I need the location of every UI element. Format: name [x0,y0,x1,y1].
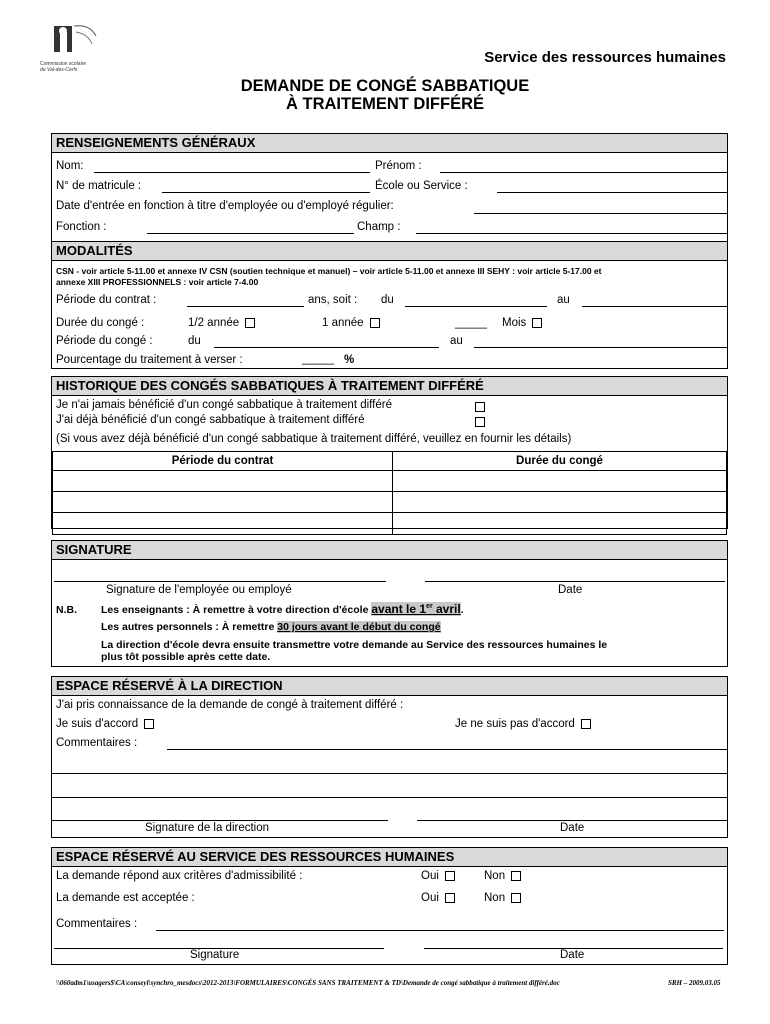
table-row [53,513,727,535]
enseignants-deadline [371,602,460,616]
modalites-heading: MODALITÉS [52,242,727,261]
logo [40,22,102,72]
service-name: Service des ressources humaines [484,49,726,66]
nom-label: Nom: [56,160,84,172]
historique-heading: HISTORIQUE DES CONGÉS SABBATIQUES À TRAITEMENT DIFFÉRÉ [52,377,727,396]
pris-label: J'ai pris connaissance de la demande de congé à traitement différé : [56,699,404,711]
direction-date-label: Date [560,822,585,834]
mois-label: Mois [502,317,527,329]
employee-signature-line[interactable] [54,581,386,582]
accord-checkbox[interactable] [144,719,154,729]
periode-contrat-au-field[interactable] [582,306,728,307]
periode-conge-au-label: au [450,335,463,347]
rh-commentaires-field[interactable] [156,930,724,931]
direction-signature-line[interactable] [52,820,388,821]
direction-section [51,676,728,838]
form-title-2: À TRAITEMENT DIFFÉRÉ [286,95,484,113]
autres-deadline: 30 jours avant le début du congé [277,621,441,633]
enseignants-deadline-1: avant le 1 [371,602,427,616]
table-row [53,492,727,513]
modalites-note-1: CSN - voir article 5-11.00 et annexe IV CSN (soutien technique et manuel) – voir article 5-11.00 et annexe III SEHY : voir article 5-17.00 et [56,266,602,276]
jamais-label: Je n'ai jamais bénéficié d'un congé sabbatique à traitement différé [56,399,392,411]
direction-commentaires-field[interactable] [167,749,728,750]
table-header-row [53,452,727,471]
pourcentage-label: Pourcentage du traitement à verser : [56,354,243,366]
periode-conge-au-field[interactable] [474,347,728,348]
enseignants-note [101,602,464,616]
deja-checkbox[interactable] [475,417,485,427]
criteres-oui-checkbox[interactable] [445,871,455,881]
date-entree-label: Date d'entrée en fonction à titre d'employée ou d'employé régulier: [56,200,394,212]
rh-heading: ESPACE RÉSERVÉ AU SERVICE DES RESSOURCES HUMAINES [52,848,727,867]
periode-conge-du-label: du [188,335,201,347]
rh-signature-label: Signature [190,949,240,961]
pourcentage-unit: % [344,354,355,366]
accord-label: Je suis d'accord [56,718,139,730]
direction-commentaires-label: Commentaires : [56,737,138,749]
logo-text-1: Commission scolaire [40,61,87,67]
details-label: (Si vous avez déjà bénéficié d'un congé sabbatique à traitement différé, veuillez en fournir les détails) [56,433,572,445]
footer-path: \\060adm1\usagers$\CA\conseyl\synchro_mesdocs\2012-2013\FORMULAIRES\CONGÉS SANS TRAITEMENT & TD\Demande de congé sabbatique à traitement différé.doc [56,979,560,987]
form-title-1: DEMANDE DE CONGÉ SABBATIQUE [240,77,530,95]
direction-date-line[interactable] [417,820,728,821]
ecole-field[interactable] [497,192,728,193]
employee-date-label: Date [558,584,583,596]
direction-commentaires-line-2[interactable] [52,773,728,774]
pas-accord-label: Je ne suis pas d'accord [455,718,575,730]
enseignants-text: Les enseignants : À remettre à votre direction d'école [101,604,372,616]
enseignants-end: . [460,604,464,616]
une-annee-option[interactable] [322,317,380,329]
table-cell[interactable] [53,513,393,535]
du-label: du [381,294,394,306]
duree-conge-label: Durée du congé : [56,317,145,329]
prenom-label: Prénom : [375,160,422,172]
direction-note-2: plus tôt possible après cette date. [101,651,271,663]
une-annee-label: 1 année [322,317,364,329]
nb-label: N.B. [56,604,77,616]
acceptee-oui-checkbox[interactable] [445,893,455,903]
logo-text-2: du Val-des-Cerfs [40,67,78,73]
ans-soit-label: ans, soit : [308,294,358,306]
periode-contrat-label: Période du contrat : [56,294,157,306]
acceptee-non-option[interactable] [484,892,521,904]
periode-conge-label: Période du congé : [56,335,153,347]
periode-contrat-du-field[interactable] [405,306,547,307]
champ-label: Champ : [357,221,401,233]
mois-option[interactable] [502,317,542,329]
autres-text: Les autres personnels : À remettre [101,621,278,633]
fonction-label: Fonction : [56,221,107,233]
modalites-note-2: annexe XIII PROFESSIONNELS : voir article 7-4.00 [56,277,259,287]
ecole-label: École ou Service : [375,180,468,192]
table-cell[interactable] [393,471,727,492]
criteres-non-label: Non [484,870,506,882]
table-row [53,471,727,492]
enseignants-deadline-2: avril [432,602,461,616]
table-cell[interactable] [393,513,727,535]
general-heading: RENSEIGNEMENTS GÉNÉRAUX [52,134,727,153]
autres-note [101,621,441,633]
criteres-non-option[interactable] [484,870,521,882]
jamais-checkbox[interactable] [475,402,485,412]
criteres-oui-label: Oui [421,870,439,882]
rh-section [51,847,728,965]
deja-label: J'ai déjà bénéficié d'un congé sabbatique à traitement différé [56,414,365,426]
historique-table [52,451,727,535]
periode-contrat-ans-field[interactable] [187,306,304,307]
une-annee-checkbox[interactable] [370,318,380,328]
enseignants-deadline-sup: er [426,603,433,610]
demi-annee-checkbox[interactable] [245,318,255,328]
employee-date-line[interactable] [425,581,725,582]
general-section [51,133,728,241]
acceptee-label: La demande est acceptée : [56,892,195,904]
signature-heading: SIGNATURE [52,541,727,560]
demi-annee-label: 1/2 année [188,317,240,329]
rh-commentaires-label: Commentaires : [56,918,138,930]
criteres-label: La demande répond aux critères d'admissibilité : [56,870,303,882]
direction-signature-label: Signature de la direction [145,822,270,834]
matricule-label: N° de matricule : [56,180,142,192]
signature-section [51,540,728,667]
pas-accord-checkbox[interactable] [581,719,591,729]
col-duree-header: Durée du congé [393,452,727,471]
date-entree-field[interactable] [474,213,728,214]
pas-accord-option[interactable] [455,718,591,730]
criteres-oui-option[interactable] [421,870,455,882]
criteres-non-checkbox[interactable] [511,871,521,881]
direction-note-1: La direction d'école devra ensuite transmettre votre demande au Service des ressources humaines le [101,639,608,651]
direction-heading: ESPACE RÉSERVÉ À LA DIRECTION [52,677,727,696]
accord-option[interactable] [56,718,154,730]
table-cell[interactable] [53,492,393,513]
col-periode-header: Période du contrat [53,452,393,471]
pourcentage-field[interactable]: _____ [302,353,334,365]
demi-annee-option[interactable] [188,317,255,329]
historique-section [51,376,728,529]
au-label: au [557,294,570,306]
table-cell[interactable] [393,492,727,513]
acceptee-oui-label: Oui [421,892,439,904]
mois-field[interactable]: _____ [455,317,487,329]
direction-commentaires-line-3[interactable] [52,797,728,798]
prenom-field[interactable] [440,172,728,173]
employee-signature-label: Signature de l'employée ou employé [106,584,292,596]
table-cell[interactable] [53,471,393,492]
nom-field[interactable] [94,172,370,173]
fonction-field[interactable] [147,233,354,234]
mois-checkbox[interactable] [532,318,542,328]
footer-code: SRH – 2009.03.05 [668,979,721,987]
champ-field[interactable] [416,233,728,234]
acceptee-non-checkbox[interactable] [511,893,521,903]
acceptee-non-label: Non [484,892,506,904]
matricule-field[interactable] [162,192,370,193]
periode-conge-du-field[interactable] [214,347,439,348]
rh-date-label: Date [560,949,585,961]
acceptee-oui-option[interactable] [421,892,455,904]
modalites-section [51,241,728,369]
